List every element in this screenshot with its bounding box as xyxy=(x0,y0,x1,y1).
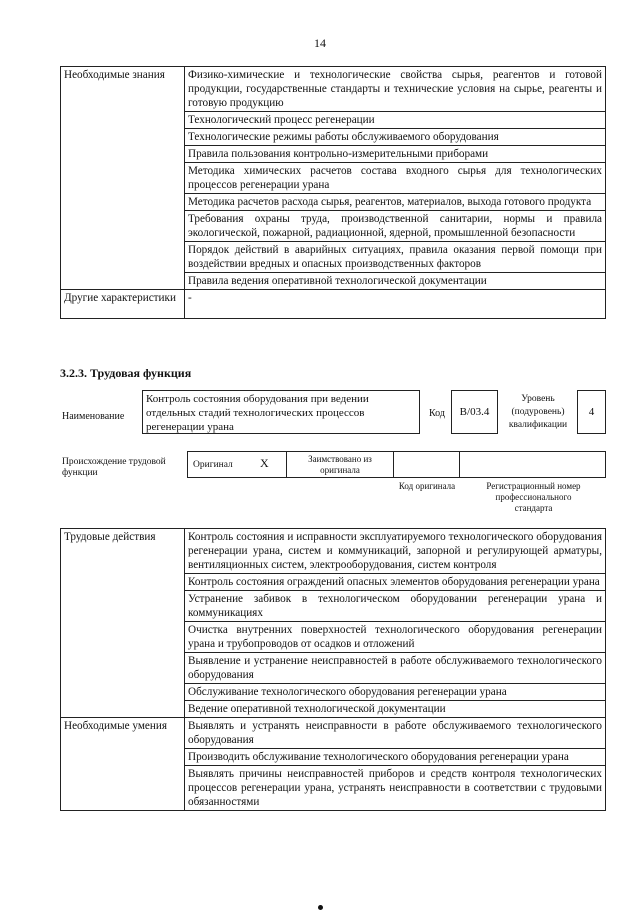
reg-caption: Регистрационный номер профессионального стандарта xyxy=(486,481,581,513)
knowledge-label: Необходимые знания xyxy=(61,67,185,290)
code-caption: Код оригинала xyxy=(398,481,456,491)
action-item: Устранение забивок в технологическом оборудовании регенерации урана и коммуникациях xyxy=(185,591,606,622)
function-name: Контроль состояния оборудования при ведении отдельных стадий технологических процессов регенерации урана xyxy=(142,390,420,434)
table-row xyxy=(61,529,606,574)
qualification-level: 4 xyxy=(577,390,606,434)
original-code-cell xyxy=(393,451,460,478)
origin-label: Происхождение трудовой функции xyxy=(62,457,166,478)
action-item: Контроль состояния ограждений опасных элементов оборудования регенерации урана xyxy=(185,574,606,591)
action-item: Обслуживание технологического оборудования регенерации урана xyxy=(185,684,606,701)
code-label: Код xyxy=(429,408,445,419)
knowledge-item: Правила ведения оперативной технологической документации xyxy=(185,273,606,290)
section-title: 3.2.3. Трудовая функция xyxy=(60,366,192,380)
knowledge-table xyxy=(60,66,606,319)
knowledge-item: Технологический процесс регенерации xyxy=(185,112,606,129)
skill-item: Выявлять причины неисправностей приборов и средств контроля технологических процессов регенерации урана, устранять неисправности в соответствии с трудовыми обязанностями xyxy=(185,766,606,811)
knowledge-item: Методика расчетов расхода сырья, реагентов, материалов, выхода готового продукта xyxy=(185,194,606,211)
knowledge-item: Физико-химические и технологические свойства сырья, реагентов и готовой продукции, государственные стандарты и технические условия на сырье, реагенты и готовую продукцию xyxy=(185,67,606,112)
borrowed-cell xyxy=(286,451,394,478)
other-value: - xyxy=(185,290,606,319)
actions-label: Трудовые действия xyxy=(61,529,185,718)
knowledge-item: Правила пользования контрольно-измерительными приборами xyxy=(185,146,606,163)
table-row xyxy=(61,718,606,749)
function-code: В/03.4 xyxy=(451,390,498,434)
other-label: Другие характеристики xyxy=(61,290,185,319)
reg-number-cell xyxy=(459,451,606,478)
skill-item: Производить обслуживание технологического оборудования регенерации урана xyxy=(185,749,606,766)
level-label: Уровень (подуровень) квалификации xyxy=(508,394,568,430)
actions-table xyxy=(60,528,606,811)
knowledge-item: Порядок действий в аварийных ситуациях, правила оказания первой помощи при воздействии вредных и опасных производственных факторов xyxy=(185,242,606,273)
borrowed-label: Заимствовано из оригинала xyxy=(308,454,372,475)
skill-item: Выявлять и устранять неисправности в работе обслуживаемого технологического оборудования xyxy=(185,718,606,749)
knowledge-item: Технологические режимы работы обслуживаемого оборудования xyxy=(185,129,606,146)
table-row xyxy=(61,290,606,319)
knowledge-item: Требования охраны труда, производственной санитарии, нормы и правила экологической, пожарной, радиационной, ядерной, промышленной безопасности xyxy=(185,211,606,242)
action-item: Выявление и устранение неисправностей в работе обслуживаемого технологического оборудования xyxy=(185,653,606,684)
action-item: Ведение оперативной технологической документации xyxy=(185,701,606,718)
action-item: Контроль состояния и исправности эксплуатируемого технологического оборудования регенерации урана, систем и коммуникаций, запорной и регулирующей арматуры, вентиляционных систем, электрооборудования, систем контроля xyxy=(185,529,606,574)
original-cell xyxy=(187,451,287,478)
knowledge-item: Методика химических расчетов состава входного сырья для технологических процессов регенерации урана xyxy=(185,163,606,194)
page-number: 14 xyxy=(314,36,326,50)
bullet-dot xyxy=(318,905,323,910)
original-mark: X xyxy=(260,456,269,470)
skills-label: Необходимые умения xyxy=(61,718,185,811)
action-item: Очистка внутренних поверхностей технологического оборудования регенерации урана и трубопроводов от осадков и отложений xyxy=(185,622,606,653)
original-label: Оригинал xyxy=(193,460,233,470)
table-row xyxy=(61,67,606,112)
name-label: Наименование xyxy=(62,411,125,422)
